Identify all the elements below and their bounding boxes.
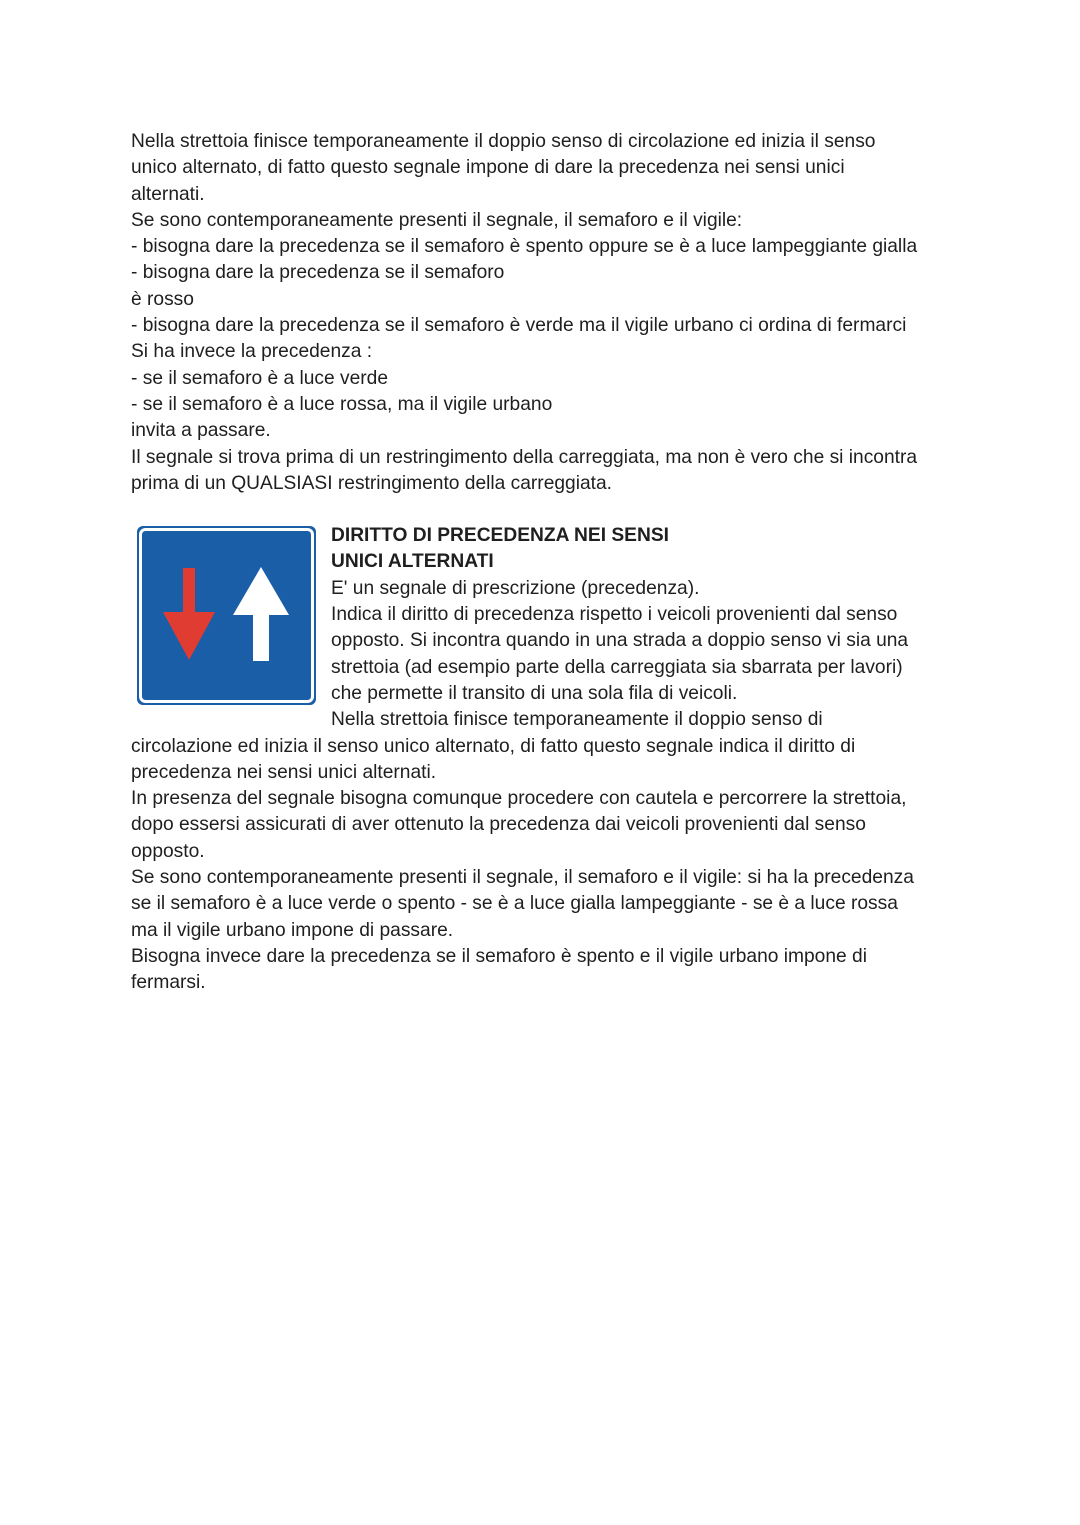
text-line: strettoia (ad esempio parte della carreggiata sia sbarrata per lavori) (331, 656, 903, 678)
section-title: DIRITTO DI PRECEDENZA NEI SENSI (331, 525, 669, 547)
text-line: Se sono contemporaneamente presenti il segnale, il semaforo e il vigile: si ha la precedenza (131, 867, 914, 889)
text-line: - se il semaforo è a luce verde (131, 367, 389, 389)
document-page (131, 129, 961, 997)
text-line: Nella strettoia finisce temporaneamente il doppio senso di circolazione ed inizia il senso (131, 131, 876, 152)
section-title: UNICI ALTERNATI (331, 551, 494, 573)
text-line: precedenza nei sensi unici alternati. (131, 761, 437, 783)
text-line: Nella strettoia finisce temporaneamente il doppio senso di (331, 709, 823, 731)
intro-paragraph (131, 129, 961, 497)
text-line: che permette il transito di una sola fila di veicoli. (331, 682, 738, 704)
text-line: circolazione ed inizia il senso unico alternato, di fatto questo segnale indica il diritto di (131, 735, 856, 757)
text-line: Bisogna invece dare la precedenza se il semaforo è spento e il vigile urbano impone di (131, 945, 867, 967)
text-line: - se il semaforo è a luce rossa, ma il vigile urbano (131, 393, 553, 415)
text-line: è rosso (131, 288, 194, 310)
sign-figure (131, 523, 331, 709)
text-line: invita a passare. (131, 420, 271, 442)
text-line: - bisogna dare la precedenza se il semaforo è spento oppure se è a luce lampeggiante gialla (131, 236, 918, 258)
text-line: Si ha invece la precedenza : (131, 341, 373, 363)
right-of-way-sign-icon (137, 526, 316, 705)
text-line: prima di un QUALSIASI restringimento della carreggiata. (131, 472, 612, 494)
text-line: alternati. (131, 183, 205, 205)
text-line: fermarsi. (131, 972, 206, 994)
text-line: E' un segnale di prescrizione (precedenza). (331, 577, 700, 599)
text-line: opposto. Si incontra quando in una strada a doppio senso vi sia una (331, 630, 909, 652)
text-line: opposto. (131, 840, 205, 862)
text-line: In presenza del segnale bisogna comunque procedere con cautela e percorrere la strettoia, (131, 788, 907, 810)
text-line: ma il vigile urbano impone di passare. (131, 919, 454, 941)
section-body (131, 734, 961, 997)
text-line: - bisogna dare la precedenza se il semaforo è verde ma il vigile urbano ci ordina di fermarci (131, 315, 907, 337)
text-line: Indica il diritto di precedenza rispetto i veicoli provenienti dal senso (331, 604, 898, 626)
sign-section (131, 523, 961, 996)
text-line: Il segnale si trova prima di un restringimento della carreggiata, ma non è vero che si incontra (131, 446, 918, 468)
text-line: Se sono contemporaneamente presenti il segnale, il semaforo e il vigile: (131, 209, 743, 231)
text-line: unico alternato, di fatto questo segnale impone di dare la precedenza nei sensi unici (131, 157, 845, 179)
text-line: - bisogna dare la precedenza se il semaforo (131, 262, 505, 284)
text-line: se il semaforo è a luce verde o spento - se è a luce gialla lampeggiante - se è a luce rossa (131, 893, 898, 915)
text-line: dopo essersi assicurati di aver ottenuto la precedenza dai veicoli provenienti dal senso (131, 814, 866, 836)
